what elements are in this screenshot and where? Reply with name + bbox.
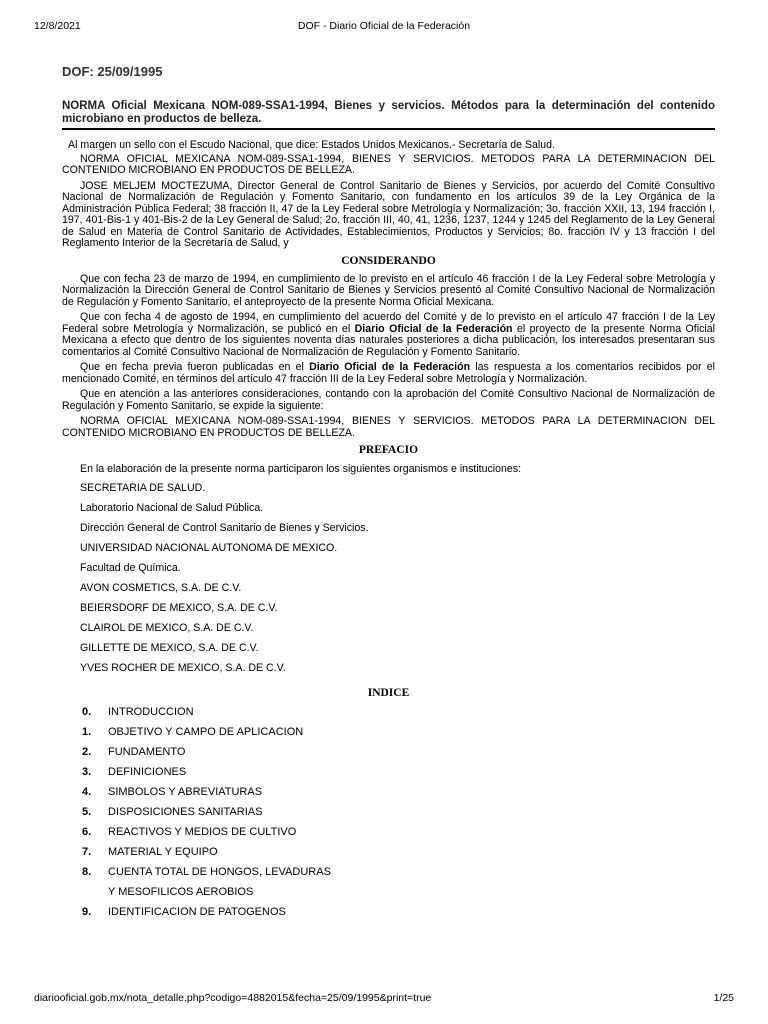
dof-emphasis: Diario Oficial de la Federación (309, 361, 471, 373)
considerando-paragraph-4: Que en atención a las anteriores consideraciones, contando con la aprobación del Comité Consultivo Nacional de Normalización de Regulación y Fomento Sanitario, se expide la siguiente: (62, 388, 715, 412)
organization-item: Facultad de Química. (80, 562, 181, 574)
document-body (62, 64, 715, 926)
index-item (62, 786, 715, 806)
index-item (62, 746, 715, 766)
print-title: DOF - Diario Oficial de la Federación (297, 20, 471, 32)
page-number: 1/25 (713, 992, 734, 1004)
index-item (62, 906, 715, 926)
index-label: SIMBOLOS Y ABREVIATURAS (108, 786, 263, 798)
index-number: 9. (82, 906, 92, 918)
print-date: 12/8/2021 (34, 20, 81, 32)
index-label: INTRODUCCION (108, 706, 194, 718)
print-footer (34, 992, 734, 1006)
index-item (62, 806, 715, 826)
index-number: 1. (82, 726, 92, 738)
organization-item: AVON COSMETICS, S.A. DE C.V. (80, 582, 242, 594)
index-label: MATERIAL Y EQUIPO (108, 846, 218, 858)
index-number: 5. (82, 806, 92, 818)
considerando-2-part-a: Que con fecha 4 de agosto de 1994, en cumplimiento del acuerdo del Comité y de lo previsto en el artículo 47 fracción I de la Ley Federal sobre Metrología y Normalización, se publicó en el (62, 311, 715, 335)
organization-list (62, 482, 715, 682)
index-label: CUENTA TOTAL DE HONGOS, LEVADURAS (108, 866, 331, 878)
index-item (62, 866, 715, 886)
index-item-continuation (62, 886, 715, 906)
organization-item: CLAIROL DE MEXICO, S.A. DE C.V. (80, 622, 254, 634)
issuer-paragraph: JOSE MELJEM MOCTEZUMA, Director General de Control Sanitario de Bienes y Servicios, por acuerdo del Comité Consultivo Nacional de Normalización de Regulación y Fomento Sanitario, con fundamento en los artículos 39 de la Ley Orgánica de la Administración Pública Federal; 38 fracción II, 47 de la Ley Federal sobre Metrología y Normalización; 3o. fracción XXII, 13, 194 fracción I, 197, 401-Bis-1 y 401-Bis-2 de la Ley General de Salud; 2o. fracción III, 40, 41, 1236, 1237, 1244 y 1245 del Reglamento de la Ley General de Salud en Materia de Control Sanitario de Actividades, Establecimientos, Productos y Servicios; 8o. fracción IV y 13 fracción I del Reglamento Interior de la Secretaría de Salud, y (62, 179, 715, 249)
index-number: 6. (82, 826, 92, 838)
considerando-paragraph-2 (62, 312, 715, 358)
prefacio-heading: PREFACIO (358, 444, 419, 456)
index-number: 3. (82, 766, 92, 778)
indice-heading: INDICE (367, 687, 410, 699)
index-label: REACTIVOS Y MEDIOS DE CULTIVO (108, 826, 297, 838)
index-label: DEFINICIONES (108, 766, 187, 778)
index-label: FUNDAMENTO (108, 746, 186, 758)
organization-item: Dirección General de Control Sanitario de Bienes y Servicios. (80, 522, 369, 534)
prefacio-intro: En la elaboración de la presente norma participaron los siguientes organismos e instituciones: (80, 463, 522, 475)
index-item (62, 726, 715, 746)
index-label: Y MESOFILICOS AEROBIOS (108, 886, 254, 898)
index-label: DISPOSICIONES SANITARIAS (108, 806, 263, 818)
norm-caps-title: NORMA OFICIAL MEXICANA NOM-089-SSA1-1994, BIENES Y SERVICIOS. METODOS PARA LA DETERMINACION DEL CONTENIDO MICROBIANO EN PRODUCTOS DE BELLEZA. (62, 152, 715, 176)
considerando-3-part-b: las respuesta a los comentarios recibidos por el mencionado Comité, en términos del artículo 47 fracción III de la Ley Federal sobre Metrología y Normalización. (62, 361, 715, 385)
dof-emphasis: Diario Oficial de la Federación (354, 322, 513, 335)
organization-item: YVES ROCHER DE MEXICO, S.A. DE C.V. (80, 662, 286, 674)
seal-note: Al margen un sello con el Escudo Nacional, que dice: Estados Unidos Mexicanos.- Secretaría de Salud. (68, 139, 555, 151)
index-number: 8. (82, 866, 92, 878)
index-list (62, 706, 715, 926)
dof-date: DOF: 25/09/1995 (62, 64, 163, 79)
considerando-paragraph-3 (62, 362, 715, 385)
organization-item: UNIVERSIDAD NACIONAL AUTONOMA DE MEXICO. (80, 542, 338, 554)
index-item (62, 766, 715, 786)
index-item (62, 846, 715, 866)
considerando-3-part-a: Que en fecha previa fueron publicadas en el (80, 361, 310, 373)
organization-item: BEIERSDORF DE MEXICO, S.A. DE C.V. (80, 602, 278, 614)
organization-item: Laboratorio Nacional de Salud Pública. (80, 502, 264, 514)
index-number: 4. (82, 786, 92, 798)
print-header (34, 20, 734, 34)
considerando-2-part-b: el proyecto de la presente Norma Oficial Mexicana a efecto que dentro de los siguientes noventa días naturales posteriores a dicha publicación, los interesados presentaran sus comentarios al Comité Consultivo Nacional de Normalización de Regulación y Fomento Sanitario. (62, 322, 715, 358)
index-item (62, 706, 715, 726)
page-url: diariooficial.gob.mx/nota_detalle.php?codigo=4882015&fecha=25/09/1995&print=true (34, 992, 432, 1004)
considerando-heading: CONSIDERANDO (341, 254, 436, 267)
norm-title: NORMA Oficial Mexicana NOM-089-SSA1-1994, Bienes y servicios. Métodos para la determinación del contenido microbiano en productos de belleza. (62, 100, 715, 130)
considerando-paragraph-1: Que con fecha 23 de marzo de 1994, en cumplimiento de lo previsto en el artículo 46 fracción I de la Ley Federal sobre Metrología y Normalización la Dirección General de Control Sanitario de Bienes y Servicios presentó al Comité Consultivo Nacional de Normalización de Regulación y Fomento Sanitario, el anteproyecto de la presente Norma Oficial Mexicana. (62, 272, 715, 308)
norm-caps-title-2: NORMA OFICIAL MEXICANA NOM-089-SSA1-1994, BIENES Y SERVICIOS. METODOS PARA LA DETERMINACION DEL CONTENIDO MICROBIANO EN PRODUCTOS DE BELLEZA. (62, 415, 715, 439)
index-number: 2. (82, 746, 92, 758)
intro-block (62, 140, 715, 250)
index-item (62, 826, 715, 846)
index-number: 7. (82, 846, 92, 858)
organization-item: GILLETTE DE MEXICO, S.A. DE C.V. (80, 642, 259, 654)
index-label: IDENTIFICACION DE PATOGENOS (108, 906, 286, 918)
index-number: 0. (82, 706, 92, 718)
organization-item: SECRETARIA DE SALUD. (80, 482, 206, 494)
index-label: OBJETIVO Y CAMPO DE APLICACION (108, 726, 304, 738)
